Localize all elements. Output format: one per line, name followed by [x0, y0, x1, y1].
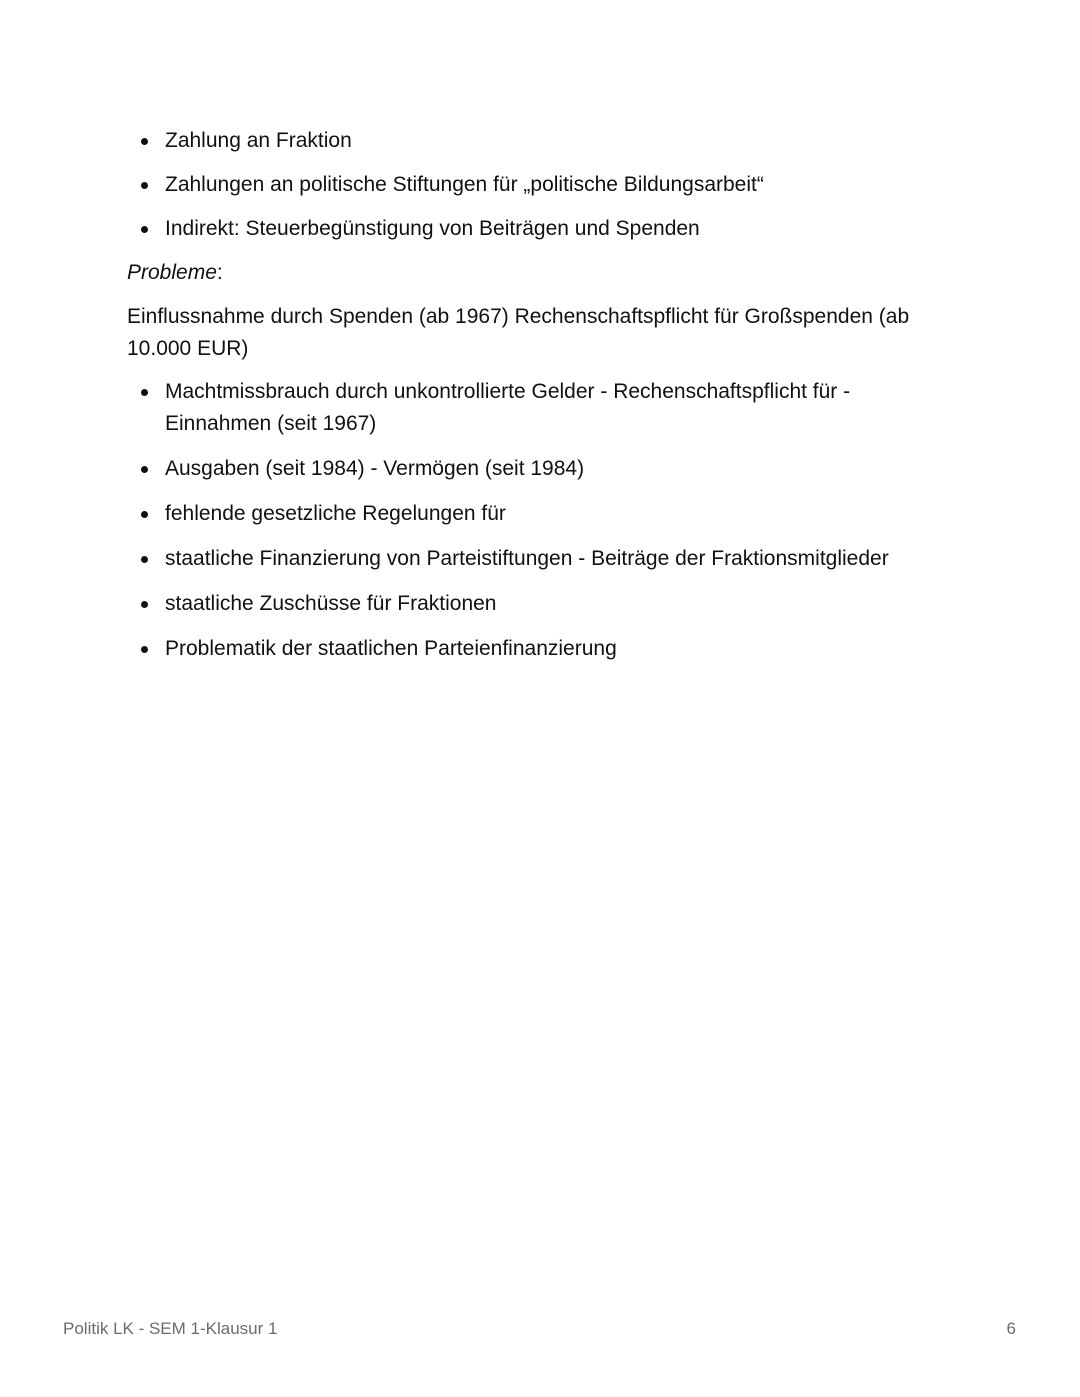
list-item-text: Zahlungen an politische Stiftungen für „politische Bildungsarbeit“ — [165, 173, 764, 196]
list-item — [127, 588, 927, 620]
list-item — [127, 633, 927, 665]
bullet-icon — [141, 601, 148, 608]
list-item — [127, 498, 927, 530]
einflussnahme-paragraph: Einflussnahme durch Spenden (ab 1967) Rechenschaftspflicht für Großspenden (ab 10.000 EUR) — [127, 305, 910, 360]
bullet-icon — [141, 226, 148, 233]
list-item — [127, 125, 927, 157]
list-item — [127, 169, 927, 201]
bullet-icon — [141, 646, 148, 653]
list-item-text: Machtmissbrauch durch unkontrollierte Gelder - Rechenschaftspflicht für - Einnahmen (seit 1967) — [165, 380, 851, 435]
list-item-text: staatliche Finanzierung von Parteistiftungen - Beiträge der Fraktionsmitglieder — [165, 547, 889, 570]
bullet-icon — [141, 389, 148, 396]
bullet-icon — [141, 511, 148, 518]
funding-list — [127, 125, 927, 245]
bullet-icon — [141, 556, 148, 563]
list-item-text: Ausgaben (seit 1984) - Vermögen (seit 1984) — [165, 457, 585, 480]
list-item-text: staatliche Zuschüsse für Fraktionen — [165, 592, 497, 615]
list-item — [127, 543, 927, 575]
list-item — [127, 453, 927, 485]
probleme-colon: : — [216, 261, 223, 284]
list-item-text: fehlende gesetzliche Regelungen für — [165, 502, 506, 525]
probleme-list — [127, 376, 927, 665]
list-item-text: Indirekt: Steuerbegünstigung von Beiträgen und Spenden — [165, 217, 700, 240]
page-number: 6 — [1006, 1319, 1016, 1338]
bullet-icon — [141, 466, 148, 473]
list-item-text: Problematik der staatlichen Parteienfinanzierung — [165, 637, 617, 660]
page-content — [127, 125, 927, 678]
list-item-text: Zahlung an Fraktion — [165, 129, 352, 152]
list-item — [127, 213, 927, 245]
probleme-label: Probleme — [127, 261, 217, 284]
bullet-icon — [141, 182, 148, 189]
footer-title: Politik LK - SEM 1-Klausur 1 — [63, 1319, 278, 1338]
probleme-heading — [127, 257, 927, 289]
bullet-icon — [141, 138, 148, 145]
list-item — [127, 376, 927, 440]
